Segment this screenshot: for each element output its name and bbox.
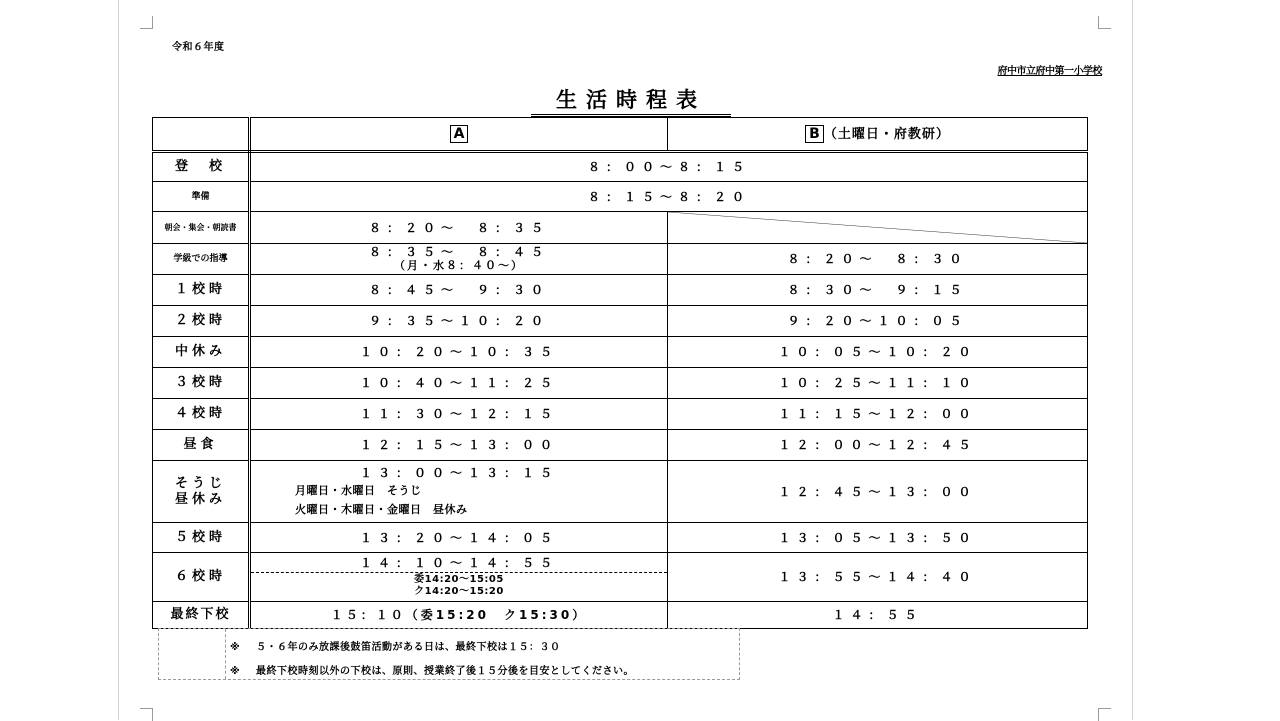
time-cell-a: ９：３５～１０：２０ (250, 306, 668, 337)
fiscal-year: 令和６年度 (172, 42, 225, 53)
row-label: 最終下校 (153, 602, 250, 629)
row-label: 朝会・集会・朝読書 (153, 212, 250, 244)
time-cell-b: １０：０５～１０：２０ (668, 337, 1088, 368)
note-mark: ※ (230, 642, 241, 653)
time-a-sub: （月・水８：４０～） (394, 259, 524, 272)
row-label: ６校時 (153, 553, 250, 602)
schedule-table (152, 117, 1088, 629)
time-cell-b: １４：５５ (668, 602, 1088, 629)
time-cell-a: １５：１０（委15:20 ク15:30） (250, 602, 668, 629)
table-header-row (153, 118, 1088, 152)
table-row (153, 461, 1088, 523)
page-title: 生活時程表 (531, 86, 731, 117)
row-label: 昼食 (153, 430, 250, 461)
column-a-label: A (450, 125, 469, 143)
time-cell-a: １０：４０～１１：２５ (250, 368, 668, 399)
row-label (153, 461, 250, 523)
time-cell-b: １２：４５～１３：００ (668, 461, 1088, 523)
row-label: 準備 (153, 182, 250, 212)
row-label: 学級での指導 (153, 244, 250, 275)
empty-diagonal-cell (668, 212, 1088, 244)
table-row (153, 399, 1088, 430)
row-label: ３校時 (153, 368, 250, 399)
note-mark: ※ (230, 666, 241, 677)
time-a-main: １３：００～１３：１５ (359, 465, 558, 480)
lunch-break-note: 火曜日・木曜日・金曜日 昼休み (295, 502, 468, 516)
column-b-header (668, 118, 1088, 152)
row-label: ４校時 (153, 399, 250, 430)
time-cell: ８：００～８：１５ (250, 152, 1088, 182)
time-a-main: １４：１０～１４：５５ (359, 556, 558, 570)
table-row (153, 306, 1088, 337)
column-a-header (250, 118, 668, 152)
table-row (153, 553, 1088, 602)
table-row (153, 244, 1088, 275)
time-cell-b: １３：５５～１４：４０ (668, 553, 1088, 602)
notes-margin-cell (159, 629, 226, 679)
crop-mark (140, 708, 153, 721)
club-time: ク14:20～15:20 (414, 586, 504, 597)
time-cell-a (250, 461, 668, 523)
time-cell-a: １１：３０～１２：１５ (250, 399, 668, 430)
table-row (153, 368, 1088, 399)
table-row (153, 275, 1088, 306)
row-label: 中休み (153, 337, 250, 368)
diagonal-line (668, 212, 1087, 243)
time-cell-a (250, 244, 668, 275)
time-cell-a: １３：２０～１４：０５ (250, 523, 668, 553)
time-cell-a: ８：２０～ ８：３５ (250, 212, 668, 244)
committee-time: 委14:20～15:05 (414, 574, 504, 585)
time-cell-b: １３：０５～１３：５０ (668, 523, 1088, 553)
table-row (153, 430, 1088, 461)
table-row (153, 152, 1088, 182)
table-row (153, 523, 1088, 553)
row-label: １校時 (153, 275, 250, 306)
time-cell: ８：１５～８：２０ (250, 182, 1088, 212)
time-a-main: ８：３５～ ８：４５ (368, 245, 549, 259)
row-label-line: そうじ (174, 475, 226, 491)
time-cell-b: ８：３０～ ９：１５ (668, 275, 1088, 306)
note-line (230, 638, 561, 653)
time-cell-a: １０：２０～１０：３５ (250, 337, 668, 368)
note-text: ５・６年のみ放課後鼓笛活動がある日は、最終下校は１５：３０ (256, 642, 561, 653)
column-b-note: （土曜日・府教研） (823, 127, 950, 142)
time-cell-b: １０：２５～１１：１０ (668, 368, 1088, 399)
table-row (153, 337, 1088, 368)
table-row (153, 602, 1088, 629)
note-line (230, 662, 634, 677)
time-cell-b: １２：００～１２：４５ (668, 430, 1088, 461)
crop-mark (1098, 708, 1111, 721)
table-row (153, 212, 1088, 244)
row-label: ２校時 (153, 306, 250, 337)
school-name: 府中市立府中第一小学校 (997, 66, 1102, 77)
row-label: 登 校 (153, 152, 250, 182)
table-row (153, 182, 1088, 212)
note-text: 最終下校時刻以外の下校は、原則、授業終了後１５分後を目安としてください。 (256, 666, 634, 677)
column-b-label: B (805, 125, 824, 143)
club-times (251, 572, 667, 598)
cleaning-note: 月曜日・水曜日 そうじ (295, 483, 422, 497)
crop-mark (140, 16, 153, 29)
row-label: ５校時 (153, 523, 250, 553)
time-cell-a: ８：４５～ ９：３０ (250, 275, 668, 306)
time-cell-b: ８：２０～ ８：３０ (668, 244, 1088, 275)
time-cell-a: １２：１５～１３：００ (250, 430, 668, 461)
time-cell-a (250, 553, 668, 602)
time-cell-b: ９：２０～１０：０５ (668, 306, 1088, 337)
row-label-line: 昼休み (174, 491, 226, 507)
crop-mark (1098, 16, 1111, 29)
time-cell-b: １１：１５～１２：００ (668, 399, 1088, 430)
header-corner-cell (153, 118, 250, 152)
